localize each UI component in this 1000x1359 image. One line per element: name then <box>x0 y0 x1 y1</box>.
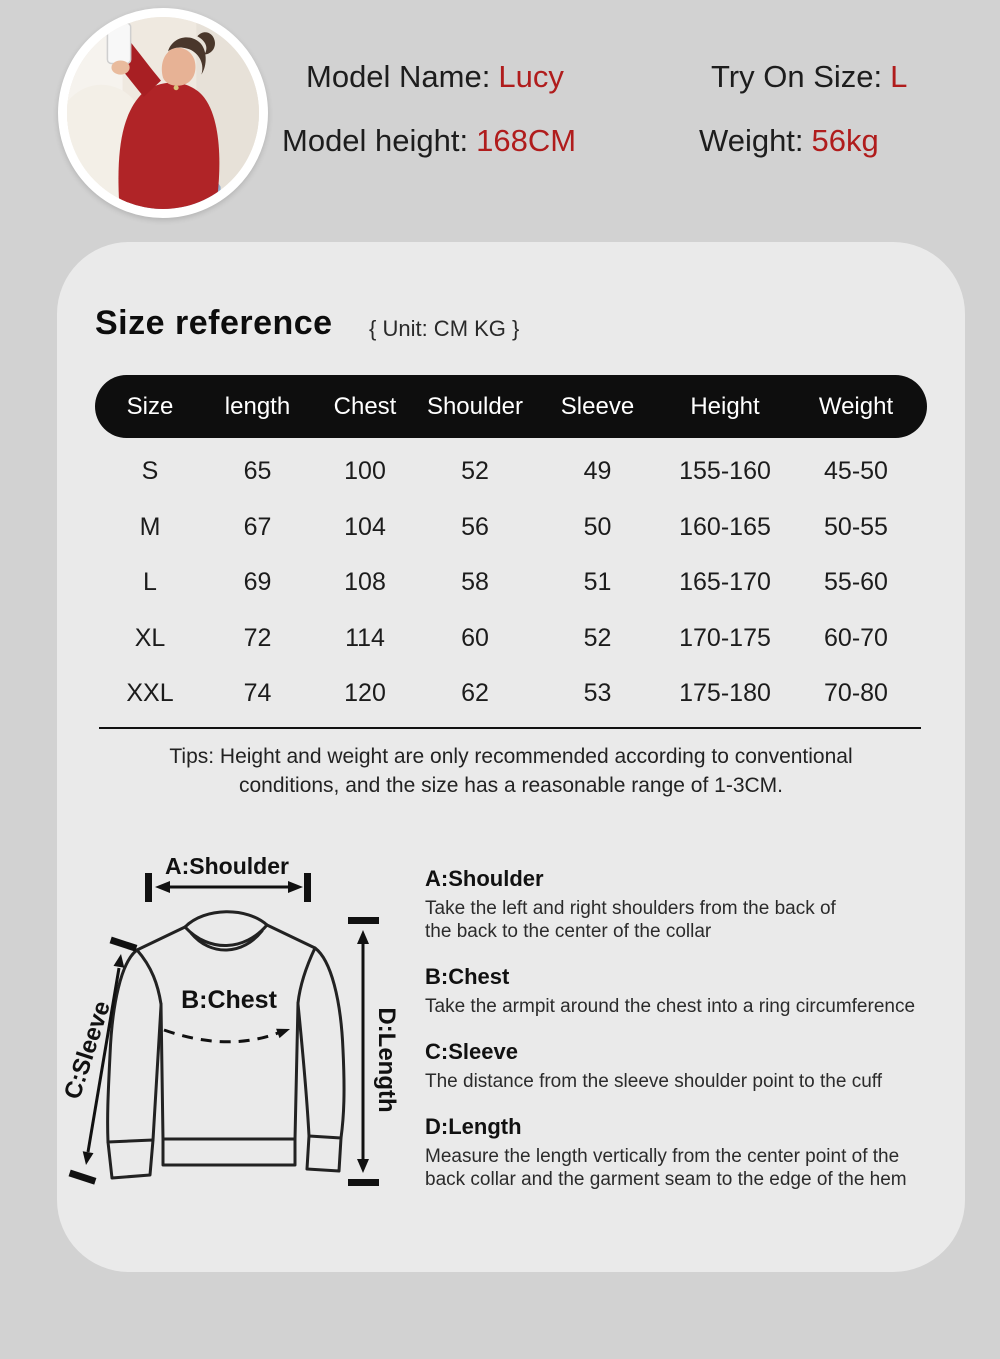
unit-note: { Unit: CM KG } <box>369 316 520 341</box>
chest-dash-arrow-icon <box>164 986 290 1042</box>
size-cell: S <box>141 457 159 486</box>
tips-line-2: conditions, and the size has a reasonable range of 1-3CM. <box>238 774 783 797</box>
column-header-shoulder: Shoulder <box>426 392 524 420</box>
size-cell: 100 <box>344 457 386 486</box>
model-weight-field <box>699 123 879 159</box>
table-bottom-divider <box>99 727 921 729</box>
model-height-field <box>282 123 576 159</box>
size-cell: XL <box>134 623 166 652</box>
guide-chest-desc: Take the armpit around the chest into a ring circumference <box>425 996 916 1017</box>
guide-item-sleeve <box>425 1039 985 1093</box>
try-on-size-label: Try On Size: <box>711 59 883 94</box>
size-cell: 175-180 <box>679 679 771 708</box>
model-weight-value: 56kg <box>811 123 879 158</box>
size-cell: 56 <box>461 512 489 541</box>
length-arrow-icon <box>348 917 400 1186</box>
size-cell: XXL <box>126 679 174 708</box>
model-photo-illustration <box>67 17 259 209</box>
size-cell: 155-160 <box>679 457 771 486</box>
size-cell: 49 <box>583 457 612 486</box>
size-reference-title: Size reference <box>95 304 333 342</box>
diagram-length-label: D:Length <box>373 1007 400 1113</box>
size-cell: 114 <box>345 623 385 652</box>
size-cell: L <box>143 568 157 597</box>
model-height-value: 168CM <box>476 123 577 158</box>
size-table-header <box>95 375 927 438</box>
size-cell: 104 <box>344 512 386 541</box>
model-name-label: Model Name: <box>306 59 491 94</box>
size-cell: 62 <box>461 679 489 708</box>
guide-shoulder-desc: Take the left and right shoulders from the back of <box>425 898 836 919</box>
size-cell: 120 <box>344 679 386 708</box>
size-cell: 70-80 <box>824 679 888 708</box>
size-cell: 55-60 <box>824 568 888 597</box>
size-table-body <box>95 444 927 722</box>
size-cell: 50 <box>583 512 612 541</box>
size-cell: 160-165 <box>679 512 771 541</box>
size-cell: 52 <box>583 623 612 652</box>
try-on-size-value: L <box>890 59 908 94</box>
guide-length-title: D:Length <box>425 1114 522 1139</box>
size-cell: 165-170 <box>679 568 771 597</box>
try-on-size-field <box>711 59 907 95</box>
column-header-chest: Chest <box>333 392 397 420</box>
size-cell: 50-55 <box>824 512 888 541</box>
diagram-chest-label: B:Chest <box>181 986 277 1014</box>
tips-line-1: Tips: Height and weight are only recommended according to conventional <box>169 745 853 768</box>
model-weight-label: Weight: <box>699 123 804 158</box>
guide-shoulder-desc: the back to the center of the collar <box>425 921 712 942</box>
guide-chest-title: B:Chest <box>425 964 510 989</box>
column-header-sleeve: Sleeve <box>560 392 635 420</box>
size-cell: 45-50 <box>824 457 888 486</box>
size-cell: 51 <box>583 568 612 597</box>
guide-sleeve-title: C:Sleeve <box>425 1039 518 1064</box>
column-header-weight: Weight <box>818 392 894 420</box>
model-name-value: Lucy <box>498 59 564 94</box>
size-cell: 60-70 <box>824 623 888 652</box>
size-reference-card <box>57 242 965 1272</box>
sweater-outline <box>108 912 344 1178</box>
size-cell: 52 <box>461 457 489 486</box>
size-cell: 58 <box>461 568 489 597</box>
column-header-size: Size <box>126 392 174 420</box>
column-header-height: Height <box>690 392 760 420</box>
measurement-diagram <box>57 840 477 1235</box>
size-cell: 53 <box>583 679 612 708</box>
guide-item-shoulder <box>425 866 985 943</box>
model-height-label: Model height: <box>282 123 469 158</box>
guide-shoulder-title: A:Shoulder <box>425 866 544 891</box>
size-cell: M <box>139 512 161 541</box>
guide-item-chest <box>425 964 985 1018</box>
size-cell: 67 <box>243 512 272 541</box>
size-cell: 60 <box>461 623 489 652</box>
shoulder-arrow-icon <box>145 853 311 902</box>
size-cell: 170-175 <box>679 623 771 652</box>
tips-note <box>57 742 965 800</box>
guide-length-desc: back collar and the garment seam to the edge of the hem <box>425 1169 907 1190</box>
measurement-guide <box>425 866 985 1212</box>
size-cell: 69 <box>243 568 272 597</box>
guide-item-length <box>425 1114 985 1191</box>
size-cell: 65 <box>243 457 272 486</box>
size-cell: 74 <box>243 679 272 708</box>
diagram-sleeve-label: C:Sleeve <box>58 997 116 1103</box>
guide-length-desc: Measure the length vertically from the center point of the <box>425 1146 900 1167</box>
model-name-field <box>306 59 564 95</box>
diagram-shoulder-label: A:Shoulder <box>165 853 289 879</box>
sleeve-arrow-icon <box>59 937 137 1185</box>
size-cell: 108 <box>344 568 386 597</box>
guide-sleeve-desc: The distance from the sleeve shoulder point to the cuff <box>425 1071 882 1092</box>
size-cell: 72 <box>243 623 272 652</box>
model-photo <box>58 8 268 218</box>
column-header-length: length <box>224 392 291 420</box>
